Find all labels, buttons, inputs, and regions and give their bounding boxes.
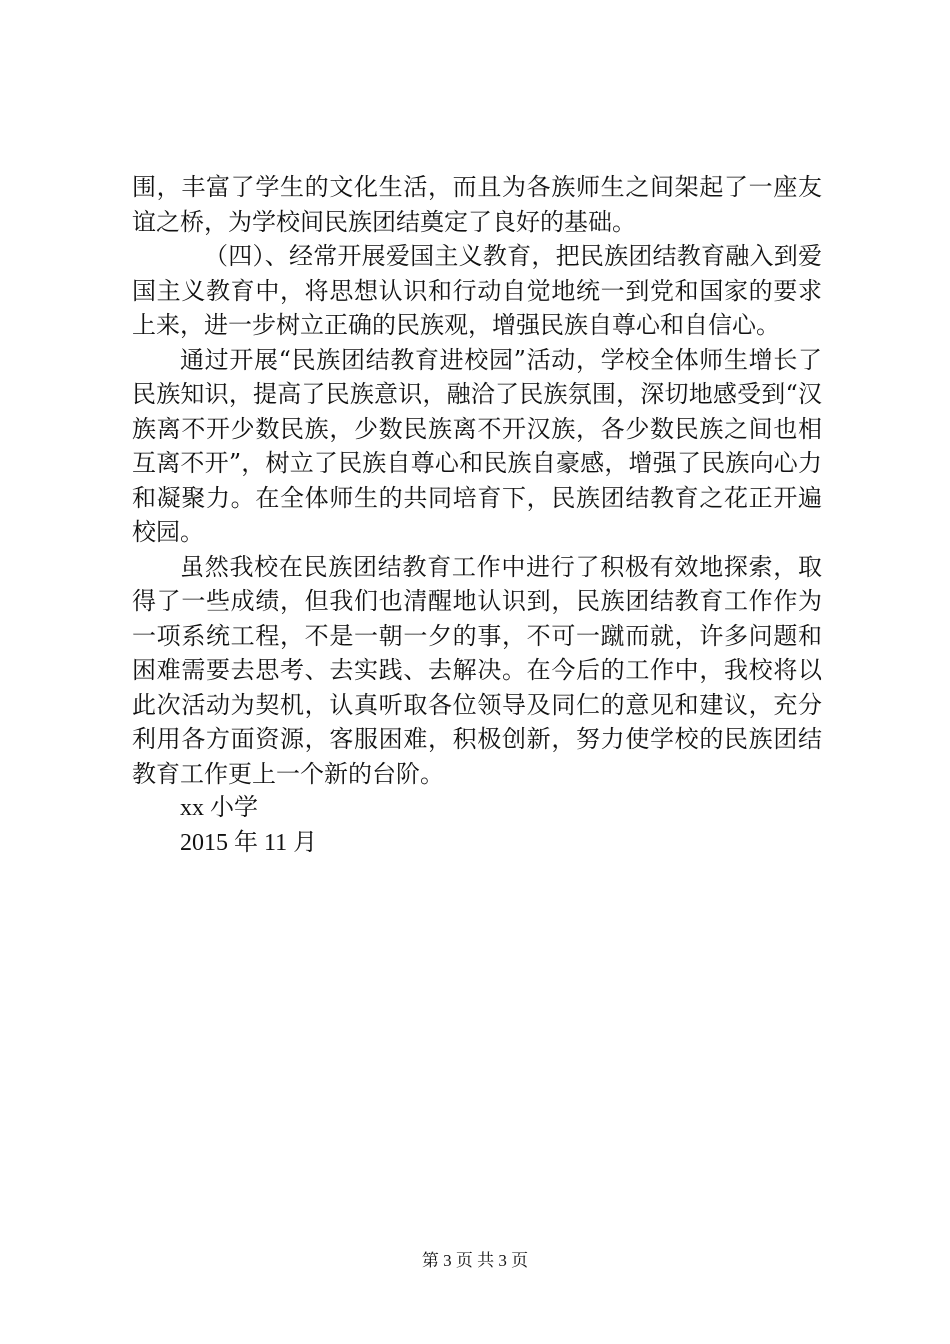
signature-date: 2015 年 11 月 — [180, 829, 318, 856]
document-body — [132, 170, 822, 860]
paragraph-conclusion: 虽然我校在民族团结教育工作中进行了积极有效地探索，取得了一些成绩，但我们也清醒地认识到，民族团结教育工作作为一项系统工程，不是一朝一夕的事，不可一蹴而就，许多问题和困难需要去思考、去实践、去解决。在今后的工作中，我校将以此次活动为契机，认真听取各位领导及同仁的意见和建议，充分利用各方面资源，客服困难，积极创新，努力使学校的民族团结教育工作更上一个新的台阶。 — [132, 552, 822, 788]
page-number-footer: 第 3 页 共 3 页 — [421, 1251, 529, 1270]
paragraph-results: 通过开展“民族团结教育进校园”活动，学校全体师生增长了民族知识，提高了民族意识，融洽了民族氛围，深切地感受到“汉族离不开少数民族，少数民族离不开汉族，各少数民族之间也相互离不开”，树立了民族自尊心和民族自豪感，增强了民族向心力和凝聚力。在全体师生的共同培育下，民族团结教育之花正开遍校园。 — [132, 345, 822, 546]
paragraph-section-four: （四）、经常开展爱国主义教育，把民族团结教育融入到爱国主义教育中，将思想认识和行动自觉地统一到党和国家的要求上来，进一步树立正确的民族观，增强民族自尊心和自信心。 — [132, 242, 822, 339]
signature-organization: xx 小学 — [180, 795, 258, 821]
paragraph-continuation: 围，丰富了学生的文化生活，而且为各族师生之间架起了一座友谊之桥，为学校间民族团结奠定了良好的基础。 — [132, 173, 822, 236]
